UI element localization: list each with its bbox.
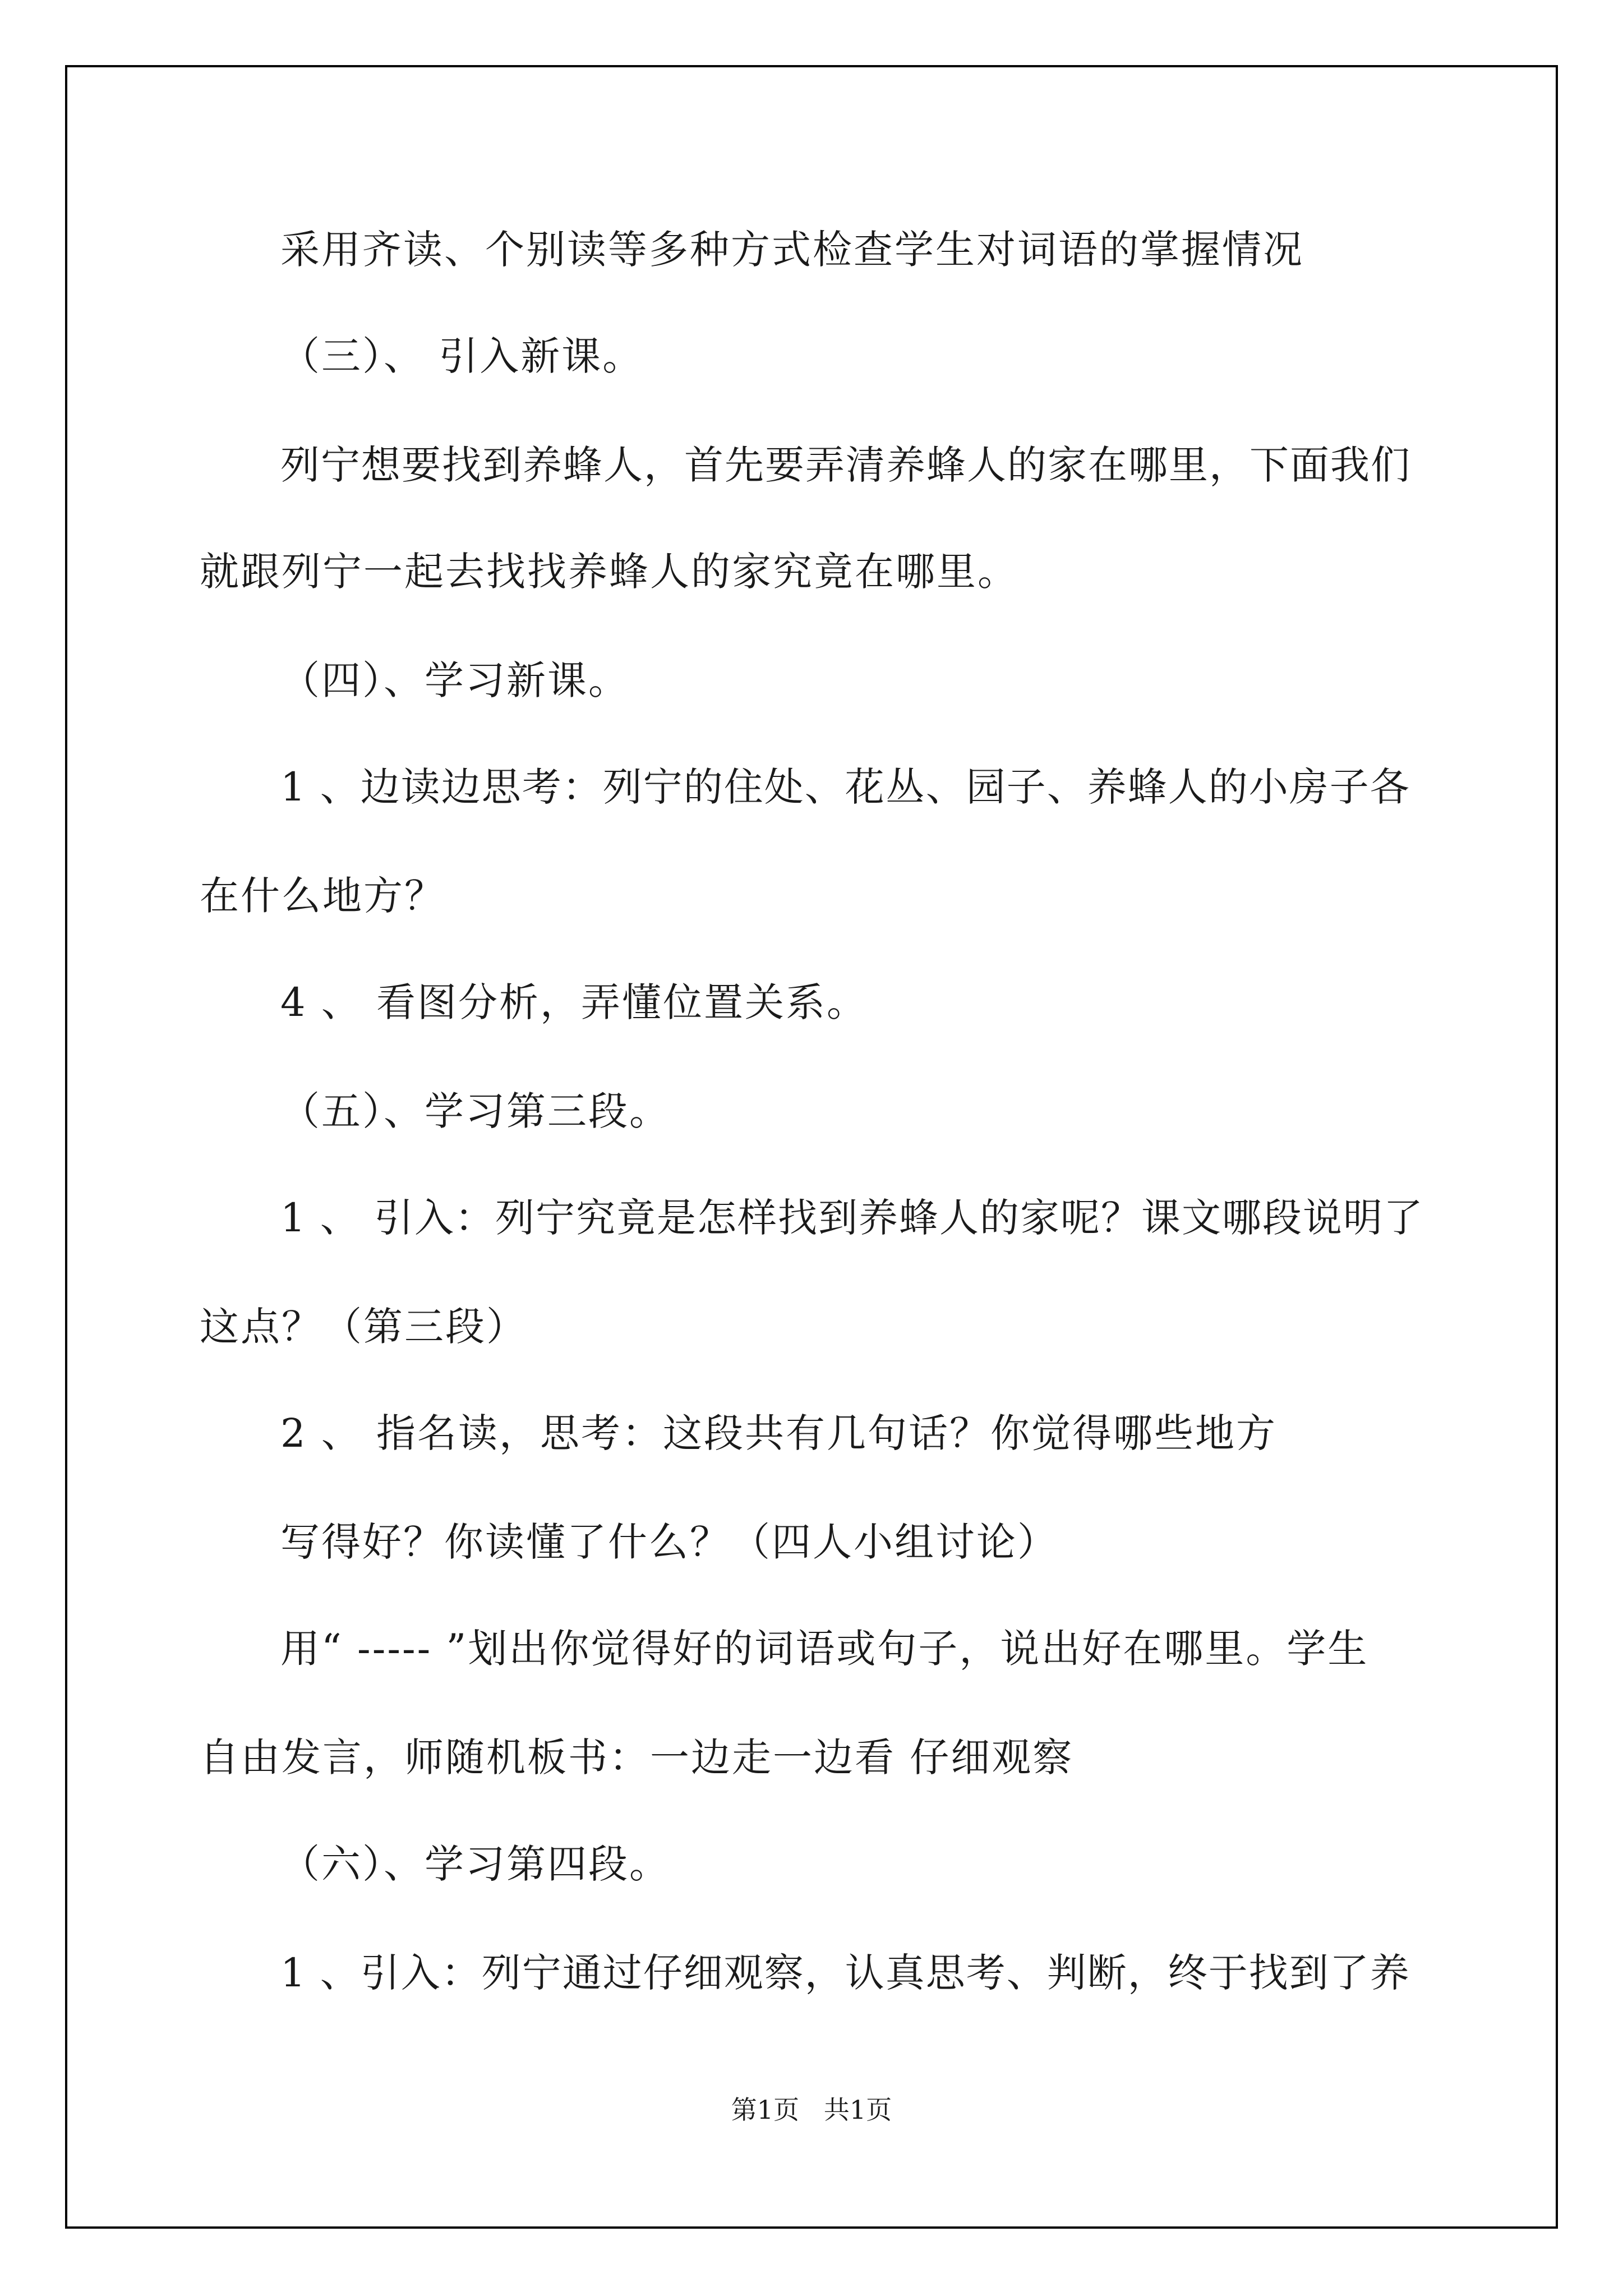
text-line-14: 用“ ----- ”划出你觉得好的词语或句子，说出好在哪里。学生 bbox=[280, 1626, 1369, 1672]
text-line-11: 这点？（第三段） bbox=[200, 1304, 527, 1350]
text-line-8: 4 、 看图分析，弄懂位置关系。 bbox=[280, 979, 868, 1025]
text-line-13: 写得好？你读懂了什么？（四人小组讨论） bbox=[280, 1519, 1058, 1565]
text-line-15: 自由发言，师随机板书：一边走一边看 仔细观察 bbox=[200, 1734, 1074, 1780]
page-footer: 第1页 共1页 bbox=[731, 2095, 892, 2125]
text-line-12: 2 、 指名读，思考：这段共有几句话？你觉得哪些地方 bbox=[280, 1410, 1278, 1456]
text-line-1: 采用齐读、个别读等多种方式检查学生对词语的掌握情况 bbox=[280, 227, 1304, 273]
text-line-6: 1 、边读边思考：列宁的住处、花丛、园子、养蜂人的小房子各 bbox=[280, 764, 1410, 810]
text-line-7: 在什么地方？ bbox=[200, 873, 445, 919]
text-line-2: （三）、 引入新课。 bbox=[280, 333, 644, 379]
text-line-5: （四）、学习新课。 bbox=[280, 657, 629, 703]
text-line-9: （五）、学习第三段。 bbox=[280, 1088, 670, 1134]
text-line-4: 就跟列宁一起去找找养蜂人的家究竟在哪里。 bbox=[200, 549, 1018, 595]
text-line-17: 1 、引入：列宁通过仔细观察，认真思考、判断，终于找到了养 bbox=[280, 1950, 1410, 1996]
text-line-3: 列宁想要找到养蜂人，首先要弄清养蜂人的家在哪里，下面我们 bbox=[280, 442, 1411, 488]
page-border bbox=[65, 65, 1558, 2229]
text-line-16: （六）、学习第四段。 bbox=[280, 1841, 670, 1887]
text-line-10: 1 、 引入：列宁究竟是怎样找到养蜂人的家呢？课文哪段说明了 bbox=[280, 1195, 1424, 1241]
